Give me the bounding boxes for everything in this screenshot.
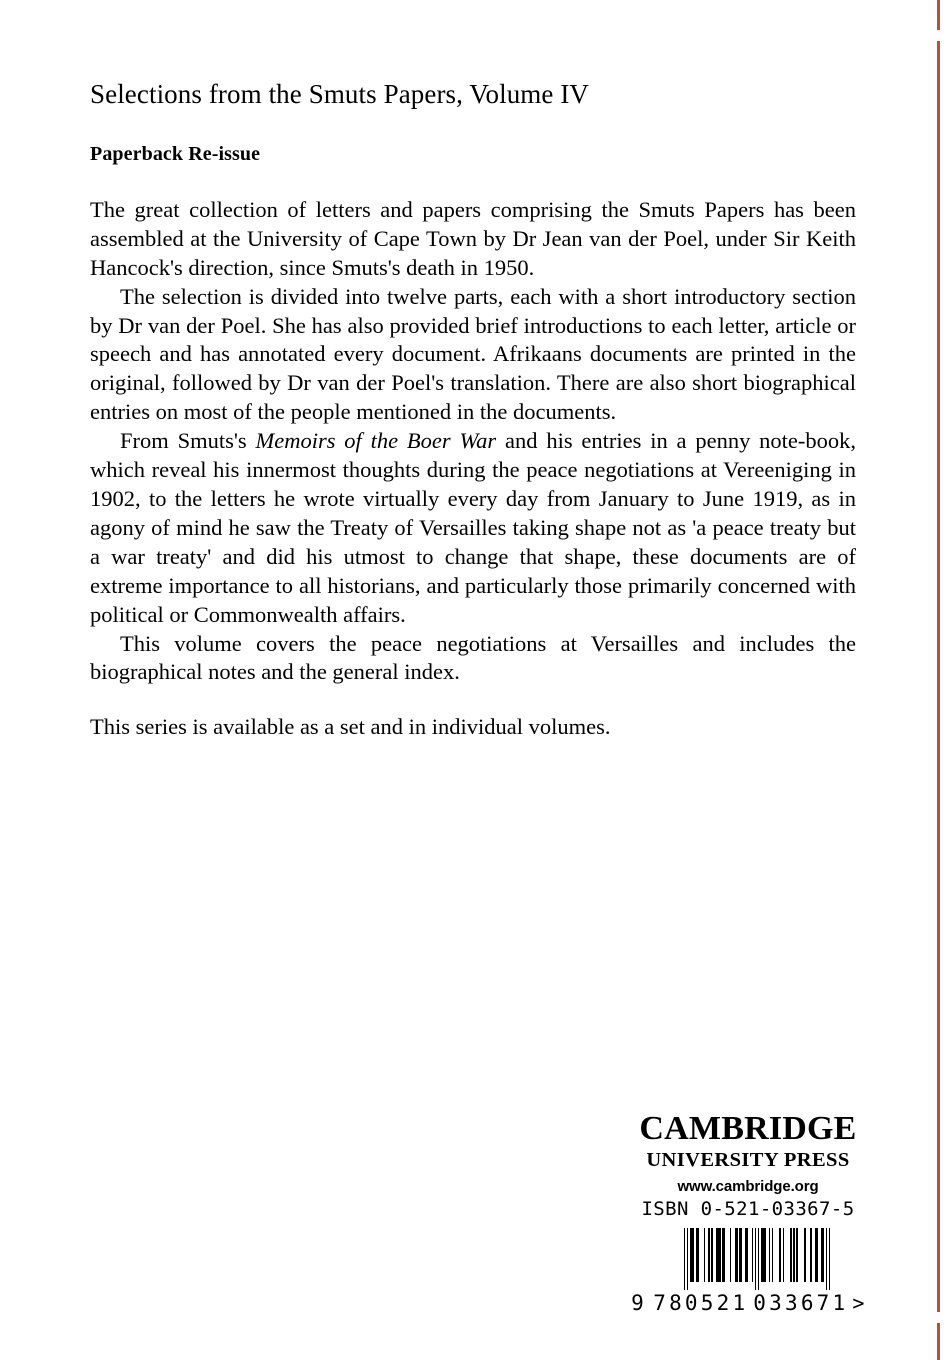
barcode-digits (631, 1291, 865, 1315)
spine-edge-gap-bottom (934, 1312, 942, 1323)
blurb-paragraph-3-rest: and his entries in a penny note-book, which reveal his innermost thoughts during the peace negotiations at Vereeniging in 1902, to the letters he wrote virtually every day from January to June 1919, as in agony of mind he saw the Treaty of Versailles taking shape not as 'a peace treaty but a war treaty' and did his utmost to change that shape, these documents are of extreme importance to all historians, and particularly those primarily concerned with political or Commonwealth affairs. (90, 428, 856, 627)
blurb-paragraph-3 (90, 427, 856, 629)
isbn-block (628, 1198, 868, 1220)
blurb-body (90, 196, 856, 742)
blurb-paragraph-2: The selection is divided into twelve parts, each with a short introductory section by Dr van der Poel. She has also provided brief introductions to each letter, article or speech and has annotated every document. Afrikaans documents are printed in the original, followed by Dr van der Poel's translation. There are also short biographical entries on most of the people mentioned in the documents. (90, 283, 856, 425)
isbn-label: ISBN 0-521-03367-5 (641, 1198, 855, 1220)
blurb-paragraph-4: This volume covers the peace negotiations at Versailles and includes the biographical notes and the general index. (90, 630, 856, 685)
blurb-paragraph-5: This series is available as a set and in individual volumes. (90, 714, 611, 740)
barcode-left-group: 780521 (653, 1291, 749, 1315)
publisher-division: UNIVERSITY PRESS (646, 1149, 850, 1171)
barcode-bars (666, 1228, 831, 1290)
publisher-logo (628, 1112, 868, 1195)
book-title: Selections from the Smuts Papers, Volume IV (90, 79, 590, 109)
blurb-paragraph-3-lead: From Smuts's (120, 428, 256, 454)
spine-edge-gap-top (934, 30, 942, 41)
spine-edge-rule (937, 0, 940, 1360)
memoirs-title-italic: Memoirs of the Boer War (255, 428, 497, 454)
cover-text-block (90, 78, 856, 742)
blurb-paragraph-1: The great collection of letters and papers comprising the Smuts Papers has been assembled at the University of Cape Town by Dr Jean van der Poel, under Sir Keith Hancock's direction, since Smuts's death in 1950. (90, 196, 856, 280)
publisher-website: www.cambridge.org (677, 1177, 819, 1195)
barcode-lead-digit: 9 (631, 1291, 645, 1315)
edition-subtitle: Paperback Re-issue (90, 142, 261, 165)
publisher-name: CAMBRIDGE (639, 1110, 857, 1147)
barcode-trailing-symbol: > (852, 1291, 865, 1315)
barcode-right-group: 033671 (753, 1291, 849, 1315)
barcode (628, 1228, 868, 1315)
